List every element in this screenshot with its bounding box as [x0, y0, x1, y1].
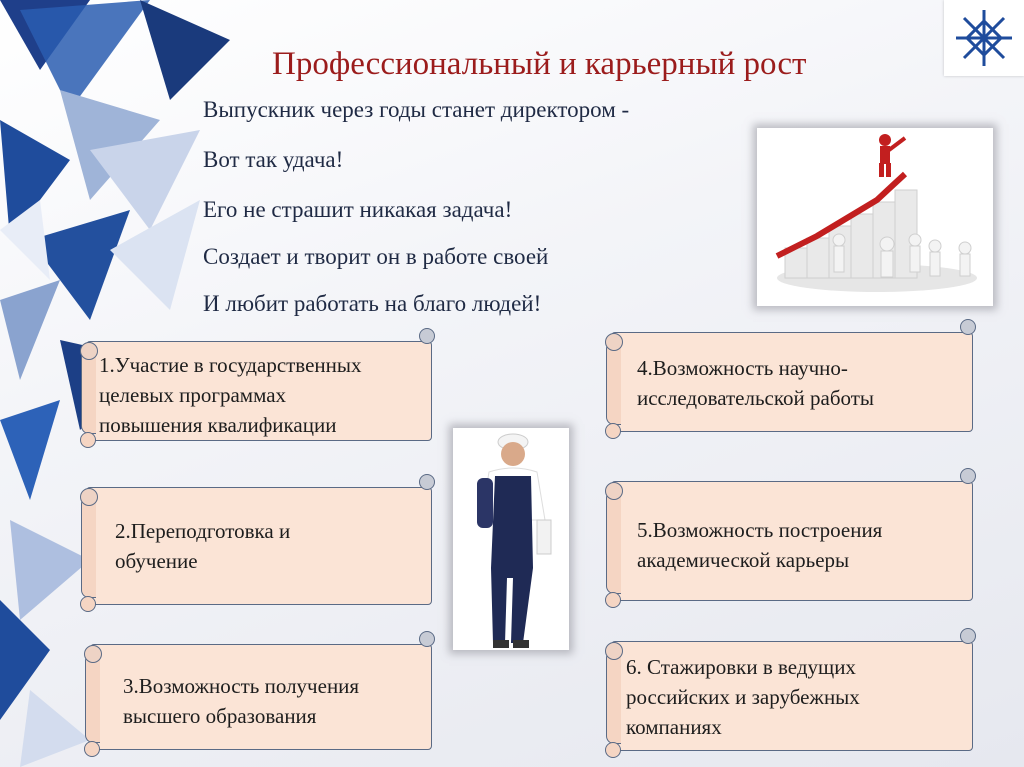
opportunity-text-5: 5.Возможность построения академической карьеры	[637, 518, 883, 572]
scroll-curl-icon	[605, 423, 621, 439]
scroll-curl-icon	[80, 596, 96, 612]
page-title: Профессиональный и карьерный рост	[272, 46, 807, 82]
scroll-curl-icon	[419, 474, 435, 490]
scroll-curl-icon	[84, 645, 102, 663]
opportunity-card-6	[611, 641, 973, 751]
scroll-curl-icon	[80, 342, 98, 360]
worker-image	[453, 428, 569, 650]
scroll-curl-icon	[960, 319, 976, 335]
opportunity-card-4	[611, 332, 973, 432]
poem-line-1: Выпускник через годы станет директором -	[203, 97, 630, 122]
opportunity-card-2	[86, 487, 432, 605]
career-stairs-image	[757, 128, 993, 306]
scroll-curl-icon	[80, 432, 96, 448]
poem-line-2: Вот так удача!	[203, 147, 344, 172]
scroll-curl-icon	[605, 482, 623, 500]
scroll-curl-icon	[419, 631, 435, 647]
star-logo-icon	[944, 0, 1024, 76]
logo	[944, 0, 1024, 76]
poem-line-3: Его не страшит никакая задача!	[203, 197, 513, 222]
scroll-curl-icon	[605, 333, 623, 351]
opportunity-card-1	[86, 341, 432, 441]
poem-line-4: Создает и творит он в работе своей	[203, 244, 549, 269]
scroll-curl-icon	[80, 488, 98, 506]
opportunity-text-4: 4.Возможность научно- исследовательской работы	[637, 356, 875, 410]
opportunity-text-1: 1.Участие в государственных целевых программах повышения квалификации	[99, 353, 362, 437]
opportunity-card-3	[90, 644, 432, 750]
scroll-curl-icon	[419, 328, 435, 344]
poem-line-5: И любит работать на благо людей!	[203, 291, 542, 316]
scroll-curl-icon	[605, 592, 621, 608]
opportunity-text-3: 3.Возможность получения высшего образования	[123, 674, 360, 728]
scroll-curl-icon	[605, 642, 623, 660]
scroll-curl-icon	[84, 741, 100, 757]
scroll-curl-icon	[605, 742, 621, 758]
opportunity-card-5	[611, 481, 973, 601]
opportunity-text-2: 2.Переподготовка и обучение	[115, 519, 291, 573]
scroll-curl-icon	[960, 628, 976, 644]
opportunity-text-6: 6. Стажировки в ведущих российских и зарубежных компаниях	[626, 655, 860, 739]
scroll-curl-icon	[960, 468, 976, 484]
